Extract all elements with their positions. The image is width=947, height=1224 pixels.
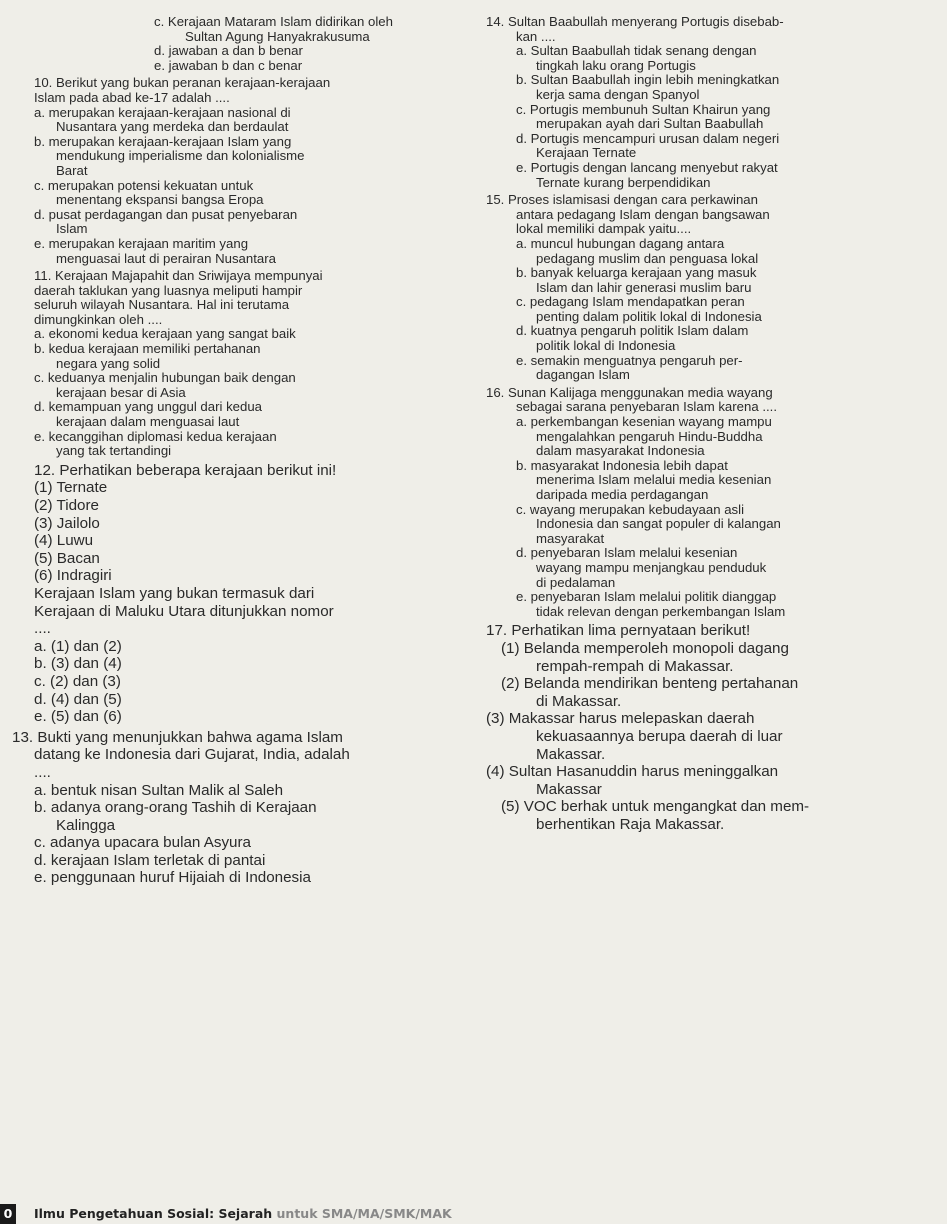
question-block bbox=[34, 15, 474, 73]
text-line: d. kuatnya pengaruh politik Islam dalam bbox=[516, 323, 749, 339]
text-line: daripada media perdagangan bbox=[536, 487, 709, 502]
text-line: a. muncul hubungan dagang antara bbox=[516, 235, 725, 251]
text-line: sebagai sarana penyebaran Islam karena .... bbox=[516, 399, 777, 415]
text-line: politik lokal di Indonesia bbox=[536, 338, 676, 354]
text-line: masyarakat bbox=[536, 530, 605, 546]
text-line: (3) Jailolo bbox=[34, 514, 100, 532]
text-line: datang ke Indonesia dari Gujarat, India, adalah bbox=[34, 746, 350, 764]
text-line: negara yang solid bbox=[56, 355, 161, 371]
text-line: kekuasaannya berupa daerah di luar bbox=[536, 727, 783, 745]
book-subtitle: untuk SMA/MA/SMK/MAK bbox=[276, 1206, 452, 1221]
text-line: kerja sama dengan Spanyol bbox=[536, 86, 700, 102]
text-line: b. banyak keluarga kerajaan yang masuk bbox=[516, 265, 757, 281]
text-line: d. kemampuan yang unggul dari kedua bbox=[34, 399, 263, 415]
question-block bbox=[486, 193, 934, 383]
text-line: Makassar bbox=[536, 780, 602, 798]
text-line: 15. Proses islamisasi dengan cara perkawinan bbox=[486, 192, 758, 208]
text-line: rempah-rempah di Makassar. bbox=[536, 657, 734, 675]
text-line: a. Sultan Baabullah tidak senang dengan bbox=[516, 43, 757, 59]
text-line: kerajaan dalam menguasai laut bbox=[56, 414, 240, 430]
text-line: tidak relevan dengan perkembangan Islam bbox=[536, 603, 786, 619]
text-line: 13. Bukti yang menunjukkan bahwa agama Islam bbox=[12, 728, 343, 746]
text-line: Islam pada abad ke-17 adalah .... bbox=[34, 89, 230, 105]
text-line: d. kerajaan Islam terletak di pantai bbox=[34, 851, 266, 869]
text-line: a. merupakan kerajaan-kerajaan nasional di bbox=[34, 104, 291, 120]
question-block bbox=[486, 386, 934, 620]
text-line: 10. Berikut yang bukan peranan kerajaan-kerajaan bbox=[34, 75, 331, 91]
text-line: Kerajaan di Maluku Utara ditunjukkan nomor bbox=[34, 602, 334, 620]
text-line: (2) Tidore bbox=[34, 497, 99, 514]
text-line: lokal memiliki dampak yaitu.... bbox=[516, 221, 692, 237]
text-line: Kerajaan Islam yang bukan termasuk dari bbox=[34, 584, 315, 602]
text-line: Islam dan lahir generasi muslim baru bbox=[536, 279, 752, 295]
text-line: menentang ekspansi bangsa Eropa bbox=[56, 192, 264, 208]
text-line: (2) Belanda mendirikan benteng pertahanan bbox=[501, 675, 799, 693]
text-line: Nusantara yang merdeka dan berdaulat bbox=[56, 119, 289, 135]
text-line: menguasai laut di perairan Nusantara bbox=[56, 250, 276, 266]
right-column bbox=[486, 14, 934, 835]
text-line: 16. Sunan Kalijaga menggunakan media wayang bbox=[486, 384, 773, 400]
text-line: Kalingga bbox=[56, 816, 116, 834]
text-line: kan .... bbox=[516, 28, 556, 44]
text-line: Islam bbox=[56, 221, 88, 237]
text-line: e. kecanggihan diplomasi kedua kerajaan bbox=[34, 428, 277, 444]
text-line: Makassar. bbox=[536, 745, 606, 763]
text-line: e. semakin menguatnya pengaruh per- bbox=[516, 352, 743, 368]
text-line: (1) Ternate bbox=[34, 479, 108, 497]
text-line: 11. Kerajaan Majapahit dan Sriwijaya mempunyai bbox=[34, 268, 323, 284]
question-block bbox=[34, 76, 474, 266]
text-line: Indonesia dan sangat populer di kalangan bbox=[536, 516, 781, 532]
text-line: c. merupakan potensi kekuatan untuk bbox=[34, 177, 254, 193]
text-line: di Makassar. bbox=[536, 692, 622, 710]
text-line: c. (2) dan (3) bbox=[34, 672, 121, 690]
text-line: b. adanya orang-orang Tashih di Kerajaan bbox=[34, 799, 317, 817]
text-line: c. adanya upacara bulan Asyura bbox=[34, 834, 251, 852]
text-line: Kerajaan Ternate bbox=[536, 145, 637, 161]
text-line: e. penggunaan huruf Hijaiah di Indonesia bbox=[34, 869, 311, 887]
text-line: d. pusat perdagangan dan pusat penyebaran bbox=[34, 206, 298, 222]
text-line: (5) Bacan bbox=[34, 549, 100, 567]
text-line: 17. Perhatikan lima pernyataan berikut! bbox=[486, 622, 751, 640]
text-line: Sultan Agung Hanyakrakusuma bbox=[185, 28, 370, 44]
text-line: (4) Luwu bbox=[34, 532, 94, 550]
left-column bbox=[12, 14, 474, 889]
text-line: mengalahkan pengaruh Hindu-Buddha bbox=[536, 428, 763, 444]
text-line: e. Portugis dengan lancang menyebut rakyat bbox=[516, 159, 778, 175]
text-line: c. Kerajaan Mataram Islam didirikan oleh bbox=[154, 14, 393, 29]
question-block bbox=[12, 728, 474, 887]
page-footer bbox=[0, 1204, 947, 1224]
text-line: (4) Sultan Hasanuddin harus meninggalkan bbox=[486, 763, 779, 781]
text-line: d. jawaban a dan b benar bbox=[154, 43, 303, 59]
text-line: b. Sultan Baabullah ingin lebih meningkatkan bbox=[516, 72, 780, 88]
text-line: a. perkembangan kesenian wayang mampu bbox=[516, 414, 772, 430]
text-line: wayang mampu menjangkau penduduk bbox=[536, 559, 767, 575]
text-line: Barat bbox=[56, 162, 88, 178]
text-line: pedagang muslim dan penguasa lokal bbox=[536, 250, 759, 266]
text-line: yang tak tertandingi bbox=[56, 443, 172, 459]
text-line: antara pedagang Islam dengan bangsawan bbox=[516, 206, 770, 222]
text-line: berhentikan Raja Makassar. bbox=[536, 815, 725, 833]
text-line: daerah taklukan yang luasnya meliputi hampir bbox=[34, 282, 303, 298]
text-line: dalam masyarakat Indonesia bbox=[536, 443, 705, 459]
question-block bbox=[486, 15, 934, 190]
question-block bbox=[34, 269, 474, 459]
book-title: Ilmu Pengetahuan Sosial: Sejarah bbox=[34, 1206, 273, 1221]
question-block bbox=[34, 462, 474, 726]
text-line: (3) Makassar harus melepaskan daerah bbox=[486, 710, 755, 728]
text-line: dagangan Islam bbox=[536, 367, 630, 383]
text-line: b. masyarakat Indonesia lebih dapat bbox=[516, 457, 728, 473]
text-line: penting dalam politik lokal di Indonesia bbox=[536, 308, 762, 324]
page-number: 0 bbox=[0, 1204, 16, 1224]
text-line: mendukung imperialisme dan kolonialisme bbox=[56, 148, 305, 164]
text-line: .... bbox=[34, 620, 51, 638]
text-line: c. Portugis membunuh Sultan Khairun yang bbox=[516, 101, 771, 117]
text-line: kerajaan besar di Asia bbox=[56, 384, 186, 400]
text-line: (5) VOC berhak untuk mengangkat dan mem- bbox=[501, 798, 810, 816]
text-line: e. (5) dan (6) bbox=[34, 708, 122, 726]
text-line: tingkah laku orang Portugis bbox=[536, 57, 696, 73]
text-line: .... bbox=[34, 763, 51, 781]
text-line: a. (1) dan (2) bbox=[34, 637, 122, 655]
text-line: 14. Sultan Baabullah menyerang Portugis disebab- bbox=[486, 14, 784, 29]
text-line: menerima Islam melalui media kesenian bbox=[536, 472, 772, 488]
text-line: b. (3) dan (4) bbox=[34, 655, 122, 673]
text-line: c. pedagang Islam mendapatkan peran bbox=[516, 294, 745, 310]
text-line: c. wayang merupakan kebudayaan asli bbox=[516, 501, 744, 517]
text-line: dimungkinkan oleh .... bbox=[34, 311, 163, 327]
question-block bbox=[486, 622, 934, 833]
text-line: d. Portugis mencampuri urusan dalam negeri bbox=[516, 130, 780, 146]
text-line: seluruh wilayah Nusantara. Hal ini terutama bbox=[34, 297, 290, 313]
text-line: b. kedua kerajaan memiliki pertahanan bbox=[34, 341, 261, 357]
text-line: a. bentuk nisan Sultan Malik al Saleh bbox=[34, 781, 284, 799]
text-line: d. (4) dan (5) bbox=[34, 690, 122, 708]
text-line: di pedalaman bbox=[536, 574, 616, 590]
text-line: (1) Belanda memperoleh monopoli dagang bbox=[501, 639, 789, 657]
text-line: 12. Perhatikan beberapa kerajaan berikut ini! bbox=[34, 461, 337, 479]
text-line: d. penyebaran Islam melalui kesenian bbox=[516, 545, 738, 561]
text-line: c. keduanya menjalin hubungan baik dengan bbox=[34, 370, 296, 386]
text-line: e. jawaban b dan c benar bbox=[154, 57, 303, 73]
text-line: merupakan ayah dari Sultan Baabullah bbox=[536, 116, 764, 132]
text-line: (6) Indragiri bbox=[34, 567, 112, 585]
text-line: e. penyebaran Islam melalui politik dianggap bbox=[516, 589, 777, 605]
text-line: b. merupakan kerajaan-kerajaan Islam yang bbox=[34, 133, 292, 149]
text-line: a. ekonomi kedua kerajaan yang sangat baik bbox=[34, 326, 296, 342]
text-line: e. merupakan kerajaan maritim yang bbox=[34, 235, 249, 251]
text-line: Ternate kurang berpendidikan bbox=[536, 174, 711, 190]
